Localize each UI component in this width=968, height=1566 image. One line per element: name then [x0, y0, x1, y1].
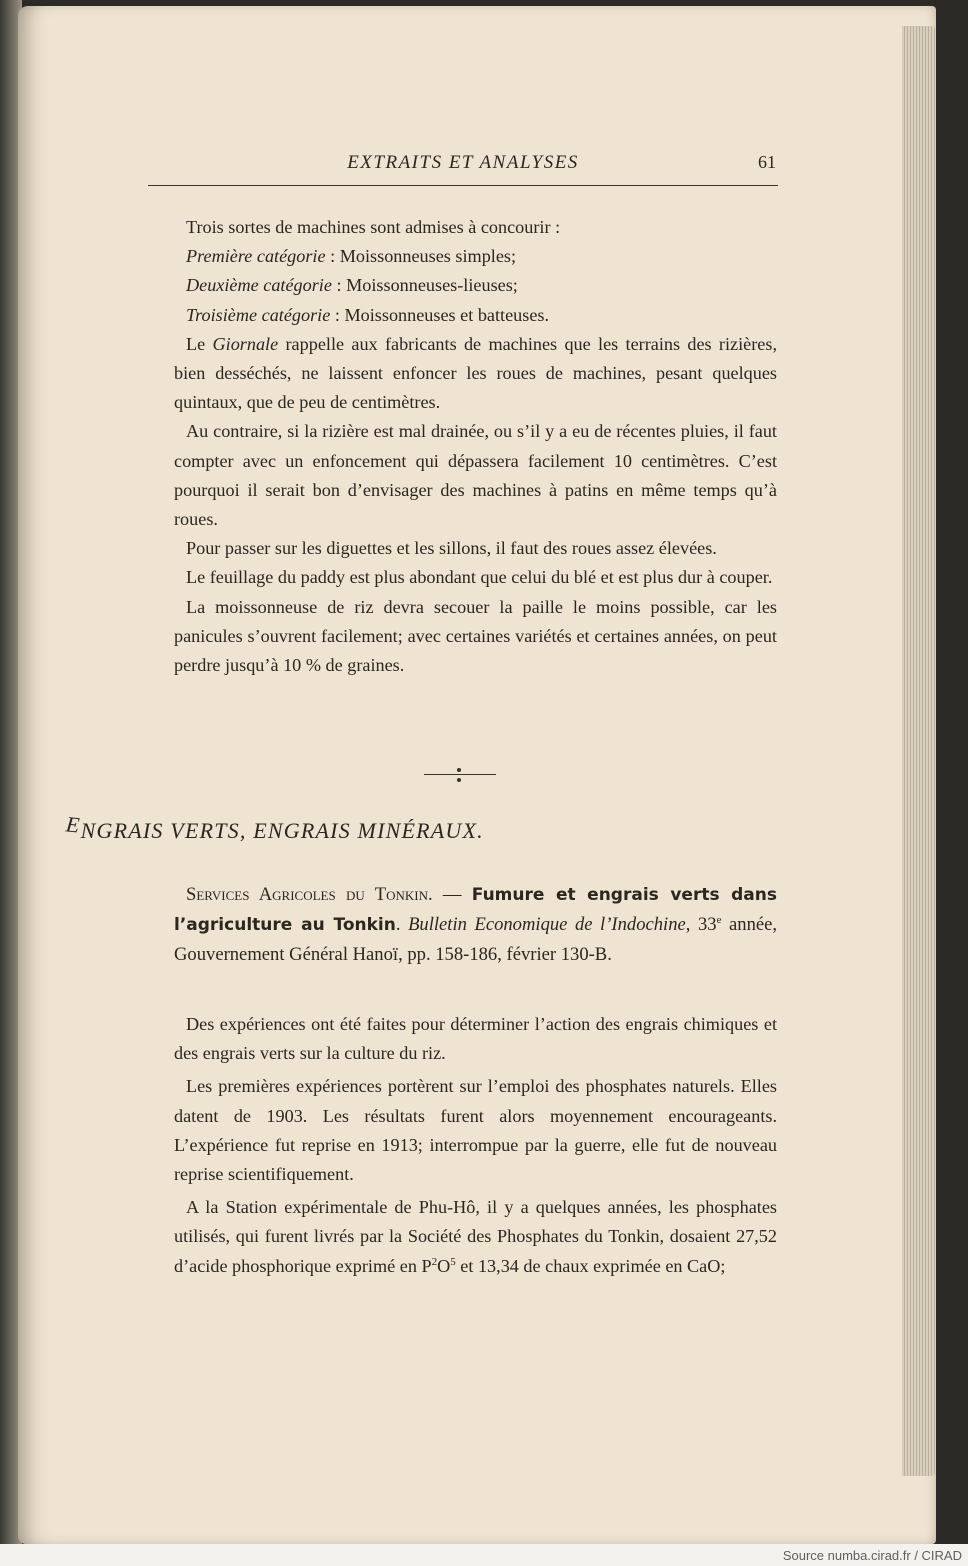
- heading-first-letter: E: [64, 811, 82, 838]
- category-value: Moissonneuses simples;: [339, 246, 517, 267]
- ref-volume: , 33: [685, 914, 717, 935]
- heading-rest: NGRAIS VERTS, ENGRAIS MINÉRAUX.: [80, 818, 484, 843]
- paragraph-feuillage: Le feuillage du paddy est plus abondant que celui du blé et est plus dur à couper.: [186, 567, 773, 588]
- source-credit: Source numba.cirad.fr / CIRAD: [782, 1548, 962, 1563]
- ref-details: année, Gouvernement Général Hanoï, pp. 158-186, février 130-B.: [174, 914, 778, 965]
- section-machines-text: [174, 213, 777, 680]
- category-line-2: [174, 271, 777, 300]
- ornament-dot: [457, 768, 461, 772]
- section-heading: [64, 811, 484, 844]
- category-label: Première catégorie: [186, 246, 326, 267]
- category-label: Troisième catégorie: [186, 304, 331, 325]
- category-value: Moissonneuses et batteuses.: [344, 304, 550, 325]
- paragraph-giornale: [174, 330, 777, 418]
- intro-line: Trois sortes de machines sont admises à concourir :: [186, 217, 561, 237]
- formula-sup: 2: [431, 1255, 438, 1268]
- formula-sup: 5: [450, 1255, 456, 1268]
- ref-journal: Bulletin Economique de l’Indochine: [408, 914, 686, 935]
- text-run: Le: [186, 333, 213, 354]
- footer-bar: [0, 1544, 968, 1566]
- category-line-3: [174, 301, 777, 330]
- journal-name: Giornale: [212, 333, 279, 354]
- section-engrais-text: [174, 1010, 777, 1284]
- text-run: et 13,34 de chaux exprimée en CaO;: [455, 1255, 726, 1276]
- ref-volume-sup: e: [716, 913, 722, 926]
- paragraph-passer: Pour passer sur les diguettes et les sillons, il faut des roues assez élevées.: [186, 538, 717, 559]
- paragraph-station: [174, 1193, 777, 1284]
- running-header: [148, 150, 778, 180]
- formula-o: O: [437, 1255, 451, 1276]
- paragraph-experiences: Des expériences ont été faites pour déterminer l’action des engrais chimiques et des engrais verts sur la culture du riz.: [174, 1014, 777, 1064]
- paragraph-moissonneuse: La moissonneuse de riz devra secouer la paille le moins possible, car les panicules s’ouvrent facilement; avec certaines variétés et certaines années, on peut perdre jusqu’à 10 % de graines.: [174, 596, 777, 676]
- header-rule: [148, 185, 778, 186]
- text-run: rappelle aux fabricants de machines que les terrains des rizières, bien desséchés, ne laissent enfoncer les roues de machines, pesant quelques quintaux, que de peu de centimètres.: [174, 333, 777, 413]
- ornament-rule: [424, 774, 496, 775]
- ref-title: Fumure et engrais verts dans l’agriculture au Tonkin: [174, 885, 777, 935]
- category-value: Moissonneuses-lieuses;: [346, 275, 518, 296]
- ref-author: Services Agricoles du Tonkin.: [186, 884, 433, 905]
- page-stack-edge: [902, 26, 936, 1476]
- category-sep: :: [331, 275, 347, 296]
- section-ornament: [424, 770, 496, 780]
- category-label: Deuxième catégorie: [186, 275, 332, 296]
- paragraph-contraire: Au contraire, si la rizière est mal drainée, ou s’il y a eu de récentes pluies, il faut compter avec un enfoncement qui dépassera facilement 10 centimètres. C’est pourquoi il serait bon d’envisager des machines à patins en même temps qu’à roues.: [174, 421, 777, 530]
- ref-dot: .: [395, 914, 409, 935]
- page-number: 61: [758, 152, 776, 172]
- category-sep: :: [330, 304, 345, 325]
- running-title: EXTRAITS ET ANALYSES: [347, 152, 579, 173]
- bibliographic-reference: [174, 880, 777, 970]
- ref-dash: —: [432, 884, 472, 905]
- text-run: A la Station expérimentale de Phu-Hô, il y a quelques années, les phosphates utilisés, qui furent livrés par la Société des Phosphates du Tonkin, dosaient 27,52 d’acide phosphorique exprimé en P: [174, 1197, 777, 1276]
- ornament-dot: [457, 778, 461, 782]
- category-line-1: [174, 242, 777, 271]
- category-sep: :: [325, 246, 340, 267]
- paragraph-premieres: Les premières expériences portèrent sur l’emploi des phosphates naturels. Elles datent de 1903. Les résultats furent alors moyennement encourageants. L’expérience fut reprise en 1913; interrompue par la guerre, elle fut de nouveau reprise scientifiquement.: [174, 1076, 777, 1185]
